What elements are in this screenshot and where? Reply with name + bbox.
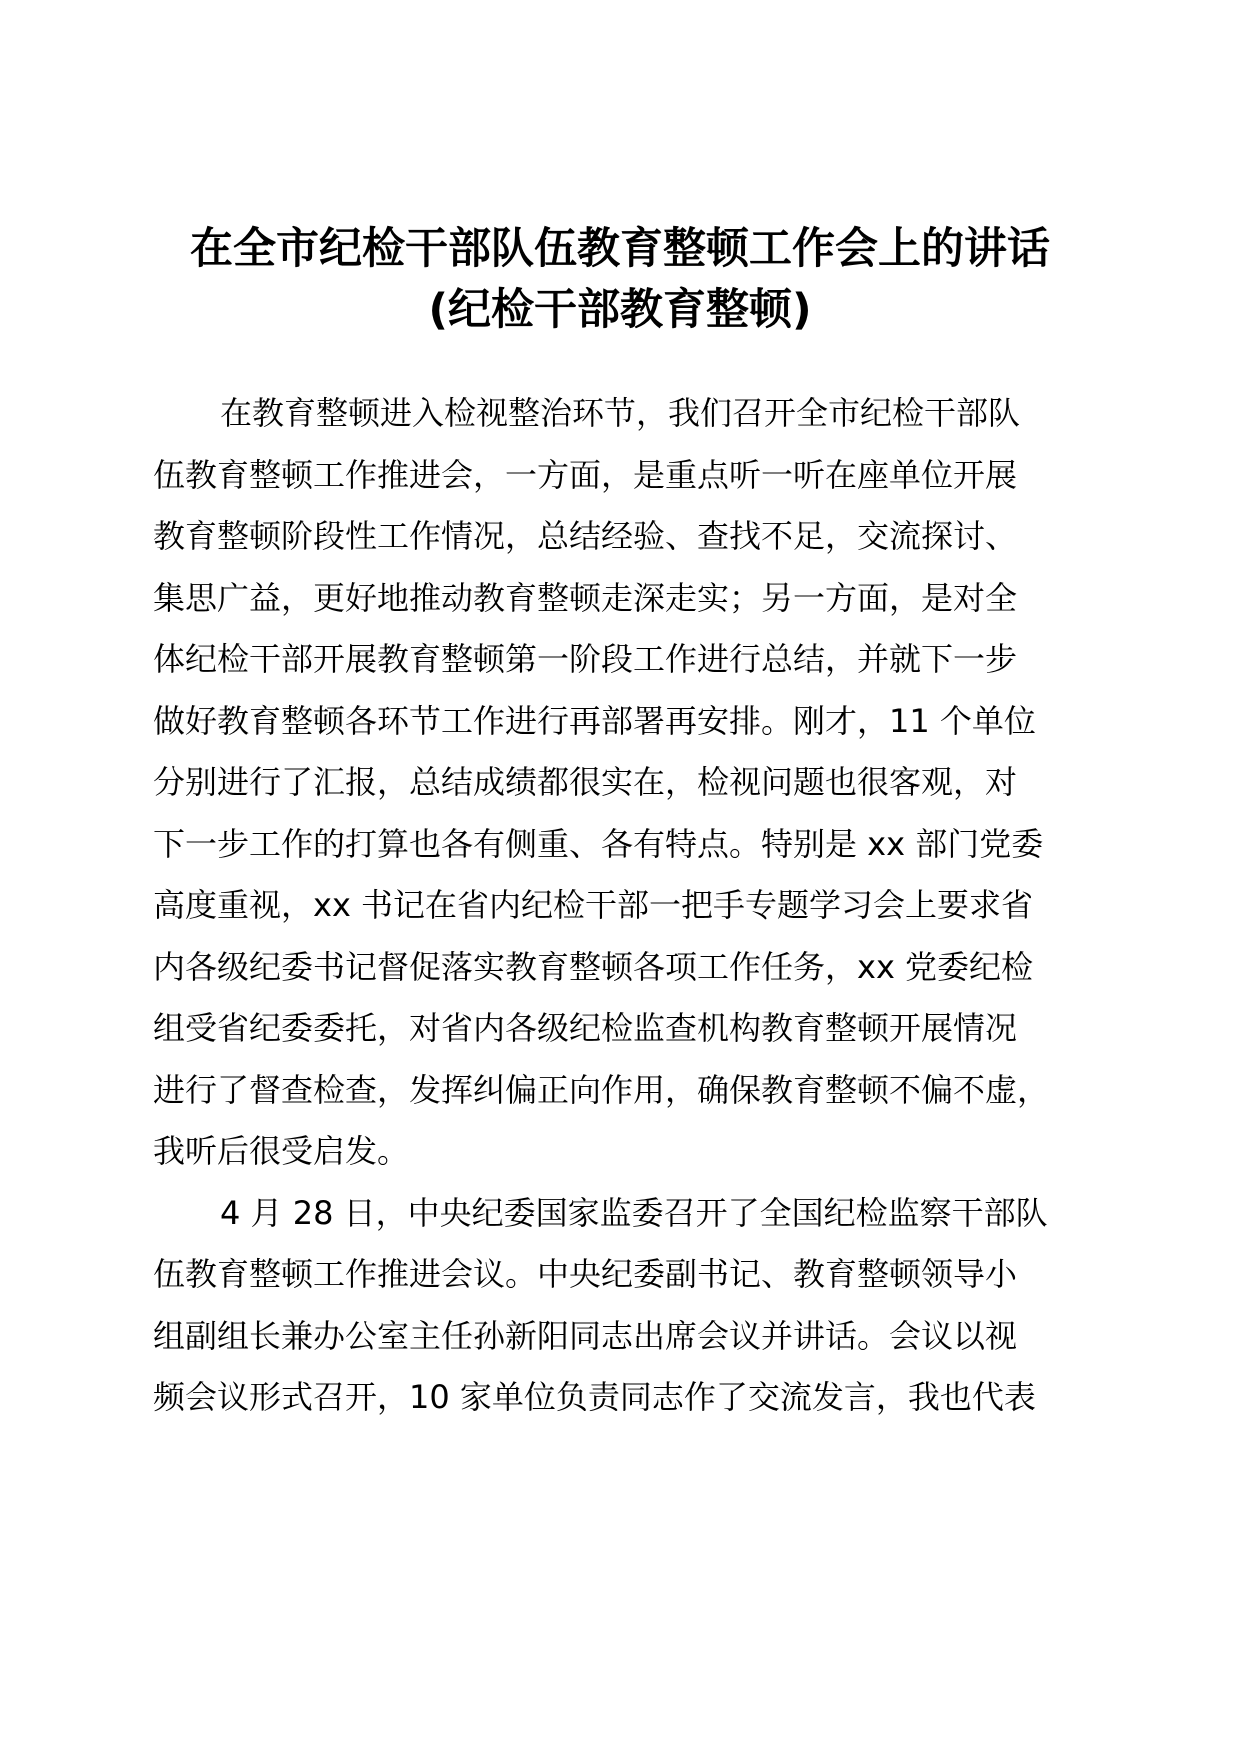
document-body: [153, 383, 1113, 1429]
paragraph-line: 4 月 28 日，中央纪委国家监委召开了全国纪检监察干部队: [220, 1193, 1048, 1232]
paragraph-line: 我听后很受启发。: [153, 1132, 410, 1170]
paragraph-line: 高度重视，xx 书记在省内纪检干部一把手专题学习会上要求省: [153, 886, 1034, 924]
paragraph-line: 集思广益，更好地推动教育整顿走深走实；另一方面，是对全: [153, 578, 1018, 617]
paragraph-line: 组受省纪委委托，对省内各级纪检监查机构教育整顿开展情况: [153, 1009, 1018, 1047]
paragraph-line: 下一步工作的打算也各有侧重、各有特点。特别是 xx 部门党委: [153, 824, 1044, 863]
paragraph-line: 做好教育整顿各环节工作进行再部署再安排。刚才，11 个单位: [153, 701, 1036, 740]
document-title: 在全市纪检干部队伍教育整顿工作会上的讲话: [190, 224, 1050, 274]
paragraph-line: 体纪检干部开展教育整顿第一阶段工作进行总结，并就下一步: [153, 640, 1018, 678]
paragraph-line: 频会议形式召开，10 家单位负责同志作了交流发言，我也代表: [153, 1378, 1036, 1416]
paragraph-line: 教育整顿阶段性工作情况，总结经验、查找不足，交流探讨、: [153, 517, 1018, 555]
paragraph-line: 组副组长兼办公室主任孙新阳同志出席会议并讲话。会议以视: [153, 1316, 1018, 1355]
paragraph-line: 在教育整顿进入检视整治环节，我们召开全市纪检干部队: [220, 394, 1021, 432]
paragraph-2: [153, 1183, 1113, 1429]
paragraph-line: 进行了督查检查，发挥纠偏正向作用，确保教育整顿不偏不虚，: [153, 1070, 1050, 1109]
document-subtitle: (纪检干部教育整顿): [428, 285, 812, 335]
paragraph-line: 伍教育整顿工作推进会，一方面，是重点听一听在座单位开展: [153, 455, 1018, 494]
paragraph-line: 分别进行了汇报，总结成绩都很实在，检视问题也很客观，对: [153, 763, 1018, 801]
paragraph-line: 伍教育整顿工作推进会议。中央纪委副书记、教育整顿领导小: [153, 1255, 1018, 1293]
paragraph-line: 内各级纪委书记督促落实教育整顿各项工作任务，xx 党委纪检: [153, 947, 1034, 986]
paragraph-1: [153, 383, 1113, 1183]
